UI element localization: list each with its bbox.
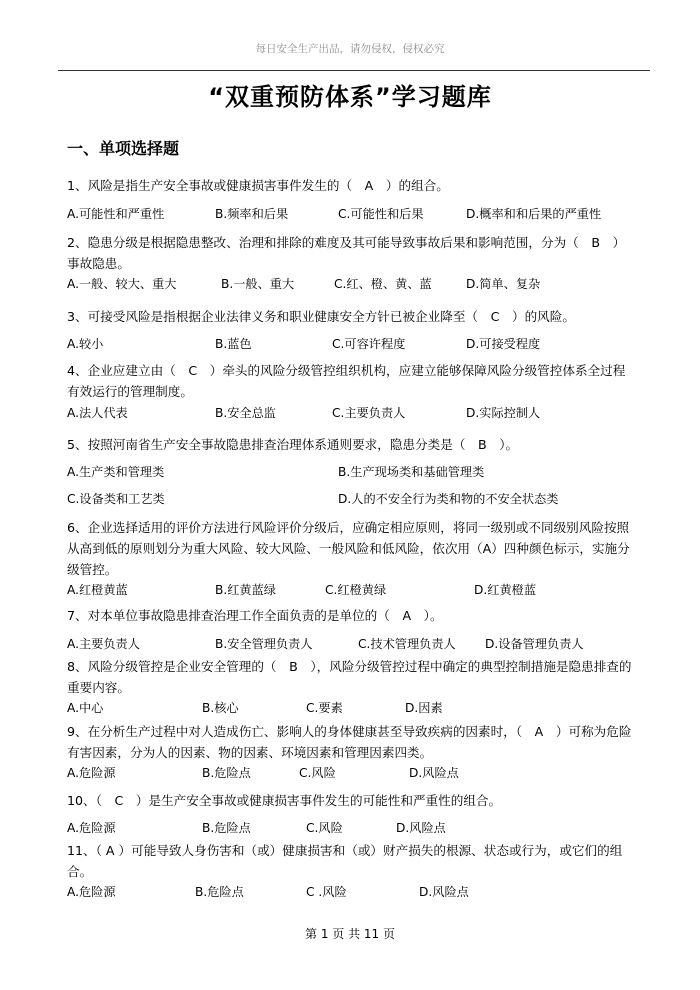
option-b: B.核心: [202, 701, 239, 715]
option-b: B.安全总监: [215, 406, 276, 420]
question-3: 3、可接受风险是指根据企业法律义务和职业健康安全方针已被企业降至（ C ）的风险。: [67, 309, 575, 324]
option-a: A.主要负责人: [67, 637, 140, 651]
option-b: B.频率和后果: [215, 207, 289, 221]
option-d: D.因素: [405, 701, 443, 715]
option-d: D.风险点: [409, 766, 459, 780]
option-b: B.生产现场类和基础管理类: [338, 465, 485, 479]
option-d: D.实际控制人: [466, 406, 541, 420]
options-11: [67, 883, 647, 903]
question-2: 2、隐患分级是根据隐患整改、治理和排除的难度及其可能导致事故后果和影响范围，分为（ B ）事故隐患。: [67, 235, 626, 271]
option-b: B.危险点: [202, 821, 251, 835]
option-c: C.设备类和工艺类: [67, 492, 165, 506]
options-7: [67, 635, 647, 655]
option-c: C.红、橙、黄、蓝: [334, 277, 432, 291]
option-a: A.危险源: [67, 821, 116, 835]
watermark-header: 每日安全生产出品，请勿侵权，侵权必究: [255, 43, 445, 55]
option-b: B.危险点: [202, 766, 251, 780]
option-a: A.较小: [67, 337, 104, 351]
option-c: C .风险: [306, 885, 347, 899]
page-number: 第 1 页 共 11 页: [305, 927, 395, 941]
option-a: A.危险源: [67, 766, 116, 780]
option-d: D.风险点: [419, 885, 469, 899]
options-10: [67, 819, 647, 839]
option-c: C.技术管理负责人: [358, 637, 456, 651]
question-7: 7、对本单位事故隐患排查治理工作全面负责的是单位的（ A ）。: [67, 608, 443, 623]
option-d: D.可接受程度: [466, 337, 541, 351]
option-c: C.可容许程度: [332, 337, 406, 351]
option-d: D.人的不安全行为类和物的不安全状态类: [338, 492, 559, 506]
options-5a: [67, 463, 647, 483]
section-heading: 一、单项选择题: [67, 139, 180, 158]
options-3: [67, 335, 647, 355]
option-a: A.法人代表: [67, 406, 128, 420]
option-d: D.风险点: [396, 821, 446, 835]
option-d: D.设备管理负责人: [485, 637, 584, 651]
option-a: A.红橙黄蓝: [67, 583, 128, 597]
question-5: 5、按照河南省生产安全事故隐患排查治理体系通则要求，隐患分类是（ B ）。: [67, 437, 519, 452]
option-b: B.一般、重大: [221, 277, 295, 291]
option-b: B.危险点: [195, 885, 244, 899]
question-10: 10、（ C ）是生产安全事故或健康损害事件发生的可能性和严重性的组合。: [67, 793, 502, 808]
options-1: [67, 205, 647, 225]
option-b: B.红黄蓝绿: [215, 583, 276, 597]
option-b: B.蓝色: [215, 337, 252, 351]
question-1: 1、风险是指生产安全事故或健康损害事件发生的（ A ）的组合。: [67, 178, 449, 193]
question-8: 8、风险分级管控是企业安全管理的（ B ），风险分级管控过程中确定的典型控制措施是隐患排查的重要内容。: [67, 659, 632, 695]
option-a: A.可能性和严重性: [67, 207, 165, 221]
option-a: A.一般、较大、重大: [67, 277, 177, 291]
option-c: C.风险: [299, 766, 336, 780]
question-11: 11、（ A ）可能导致人身伤害和（或）健康损害和（或）财产损失的根源、状态或行为，或它们的组合。: [67, 843, 623, 879]
option-d: D.红黄橙蓝: [474, 583, 537, 597]
option-c: C.要素: [306, 701, 343, 715]
options-6: [67, 581, 647, 601]
document-title: “双重预防体系”学习题库: [208, 83, 492, 111]
options-8: [67, 699, 647, 719]
options-4: [67, 404, 647, 424]
option-a: A.中心: [67, 701, 104, 715]
question-4: 4、企业应建立由（ C ）牵头的风险分级管控组织机构，应建立能够保障风险分级管控体系全过程有效运行的管理制度。: [67, 363, 626, 399]
options-9: [67, 764, 647, 784]
option-b: B.安全管理负责人: [215, 637, 313, 651]
option-d: D.概率和和后果的严重性: [466, 207, 602, 221]
option-a: A.危险源: [67, 885, 116, 899]
option-c: C.可能性和后果: [338, 207, 424, 221]
option-c: C.风险: [306, 821, 343, 835]
option-d: D.简单、复杂: [466, 277, 541, 291]
question-9: 9、在分析生产过程中对人造成伤亡、影响人的身体健康甚至导致疾病的因素时，（ A ）可称为危险有害因素，分为人的因素、物的因素、环境因素和管理因素四类。: [67, 724, 632, 760]
options-2: [67, 275, 647, 295]
question-6: 6、企业选择适用的评价方法进行风险评价分级后，应确定相应原则，将同一级别或不同级别风险按照从高到低的原则划分为重大风险、较大风险、一般风险和低风险，依次用（A）四种颜色标示，实施分级管控。: [67, 520, 630, 577]
option-c: C.红橙黄绿: [325, 583, 387, 597]
options-5b: [67, 490, 647, 510]
header-divider: [58, 70, 650, 71]
option-c: C.主要负责人: [332, 406, 406, 420]
option-a: A.生产类和管理类: [67, 465, 165, 479]
